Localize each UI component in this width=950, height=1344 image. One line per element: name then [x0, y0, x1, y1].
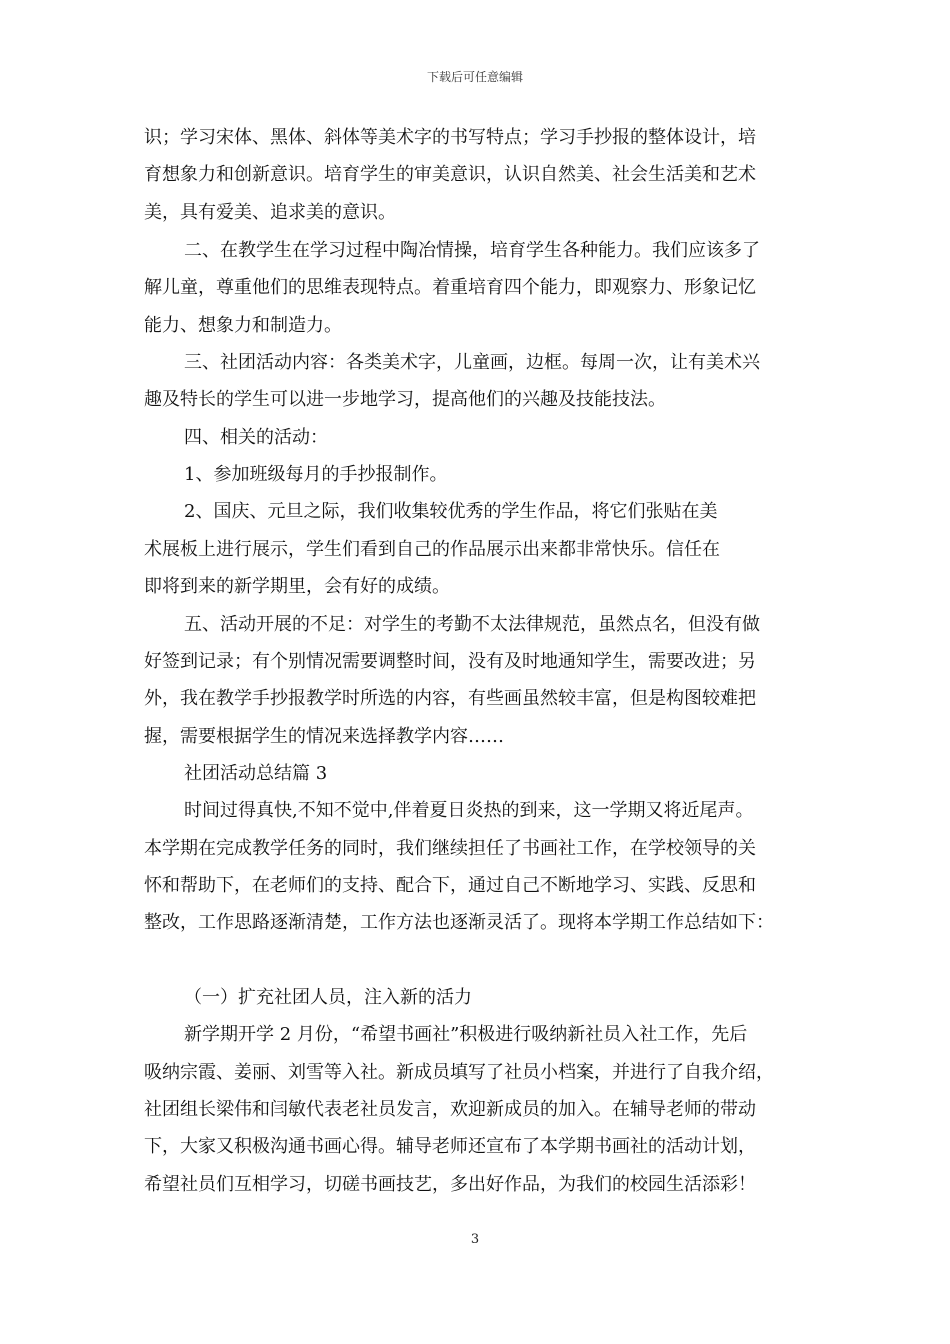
page-number: 3 — [470, 1232, 480, 1247]
body-line: 好签到记录；有个别情况需要调整时间，没有及时地通知学生，需要改进；另 — [144, 651, 756, 672]
body-line: 社团组长梁伟和闫敏代表老社员发言，欢迎新成员的加入。在辅导老师的带动 — [144, 1099, 756, 1120]
body-line: 希望社员们互相学习，切磋书画技艺，多出好作品，为我们的校园生活添彩！ — [144, 1174, 756, 1195]
page-header: 下载后可任意编辑 — [426, 70, 523, 84]
body-line: 握，需要根据学生的情况来选择教学内容…… — [144, 726, 504, 747]
body-line: 本学期在完成教学任务的同时，我们继续担任了书画社工作，在学校领导的关 — [144, 838, 756, 859]
body-line: 怀和帮助下，在老师们的支持、配合下，通过自己不断地学习、实践、反思和 — [144, 875, 756, 896]
body-line: 时间过得真快,不知不觉中,伴着夏日炎热的到来，这一学期又将近尾声。 — [184, 800, 754, 821]
body-line: 五、活动开展的不足：对学生的考勤不太法律规范，虽然点名，但没有做 — [184, 614, 760, 635]
body-line: 二、在教学生在学习过程中陶冶情操，培育学生各种能力。我们应该多了 — [184, 240, 760, 261]
section-heading: 社团活动总结篇 3 — [184, 763, 328, 784]
body-line: 即将到来的新学期里，会有好的成绩。 — [144, 576, 450, 597]
body-line: 整改，工作思路逐渐清楚，工作方法也逐渐灵活了。现将本学期工作总结如下： — [144, 912, 774, 933]
body-line: 外，我在教学手抄报教学时所选的内容，有些画虽然较丰富，但是构图较难把 — [144, 688, 756, 709]
body-line: 育想象力和创新意识。培育学生的审美意识，认识自然美、社会生活美和艺术 — [144, 164, 756, 185]
body-line: 下，大家又积极沟通书画心得。辅导老师还宣布了本学期书画社的活动计划， — [144, 1136, 756, 1157]
body-line: 新学期开学 2 月份，“希望书画社”积极进行吸纳新社员入社工作，先后 — [184, 1024, 748, 1045]
body-line: 三、社团活动内容：各类美术字，儿童画，边框。每周一次，让有美术兴 — [184, 352, 760, 373]
body-line: 趣及特长的学生可以进一步地学习，提高他们的兴趣及技能技法。 — [144, 389, 666, 410]
body-line: 解儿童，尊重他们的思维表现特点。着重培育四个能力，即观察力、形象记忆 — [144, 277, 756, 298]
subsection-heading: （一）扩充社团人员，注入新的活力 — [184, 987, 472, 1008]
body-line: 四、相关的活动： — [184, 427, 328, 448]
body-line: 术展板上进行展示，学生们看到自己的作品展示出来都非常快乐。信任在 — [144, 539, 720, 560]
body-line: 吸纳宗霞、姜丽、刘雪等入社。新成员填写了社员小档案，并进行了自我介绍， — [144, 1062, 774, 1083]
body-line: 2、国庆、元旦之际，我们收集较优秀的学生作品，将它们张贴在美 — [184, 501, 718, 522]
body-line: 1、参加班级每月的手抄报制作。 — [184, 464, 448, 485]
body-line: 美，具有爱美、追求美的意识。 — [144, 202, 396, 223]
body-line: 能力、想象力和制造力。 — [144, 315, 342, 336]
body-line: 识；学习宋体、黑体、斜体等美术字的书写特点；学习手抄报的整体设计，培 — [144, 127, 756, 148]
